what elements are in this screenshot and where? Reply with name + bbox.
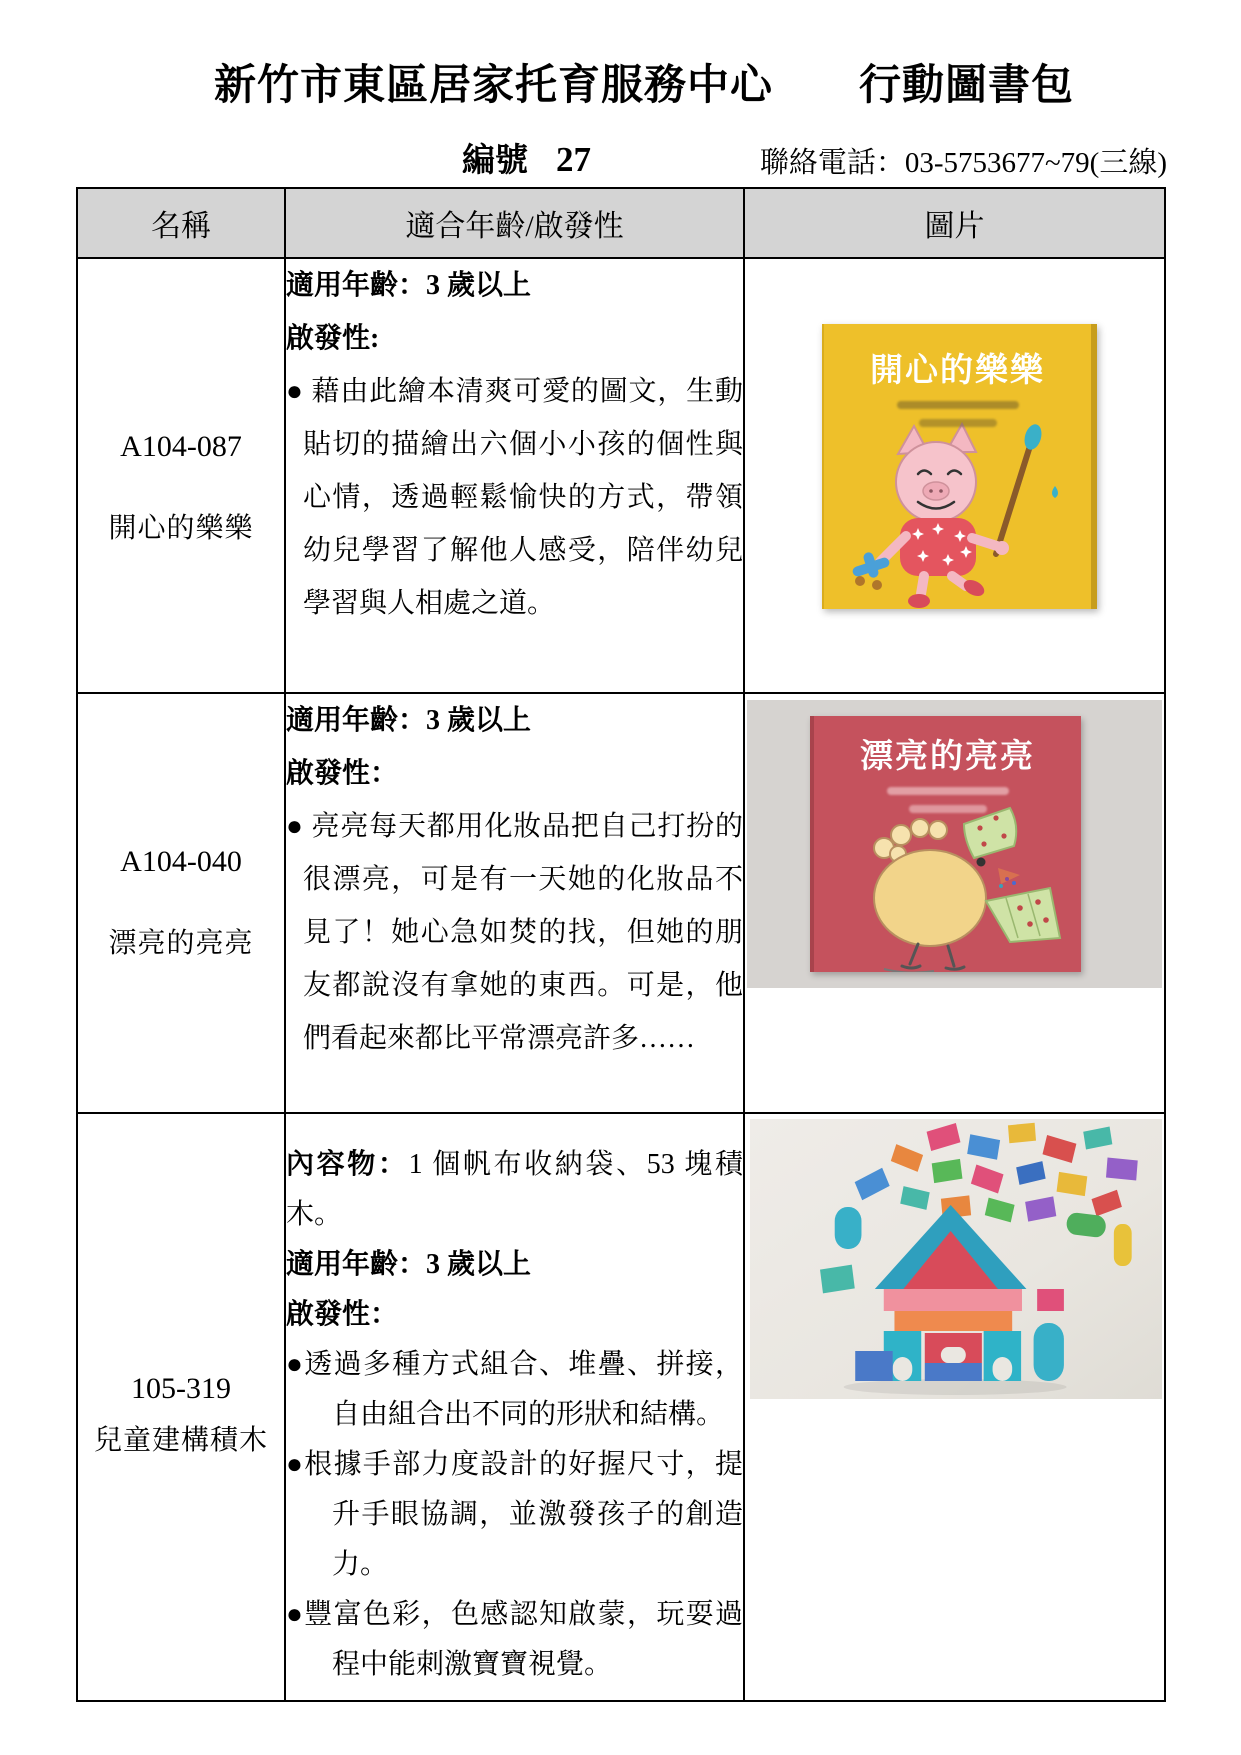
item-name: 兒童建構積木 — [93, 1425, 268, 1456]
document-title: 新竹市東區居家托育服務中心 行動圖書包 — [214, 63, 1075, 109]
inspiration-label: 啟發性： — [286, 1299, 399, 1330]
bullet-item: ●豐富色彩，色感認知啟蒙，玩耍過程中能刺激寶寶視覺。 — [286, 1599, 743, 1680]
book-cover-pretty-liangliang — [810, 716, 1081, 972]
item-description-cell — [285, 258, 744, 693]
serial-number — [462, 134, 591, 181]
book-byline-bar — [887, 787, 1009, 795]
item-code: 105-319 — [131, 1372, 231, 1405]
item-name: 開心的樂樂 — [108, 512, 254, 544]
item-code: A104-040 — [120, 845, 242, 878]
item-name-cell — [77, 1113, 285, 1701]
serial-label: 編號 — [462, 143, 528, 179]
contents-line — [286, 1140, 743, 1240]
item-image-cell — [744, 693, 1165, 1113]
bullet-item: ●透過多種方式組合、堆疊、拼接，自由組合出不同的形狀和結構。 — [286, 1349, 743, 1430]
item-code: A104-087 — [120, 429, 242, 463]
inspiration-label: 啟發性： — [286, 758, 399, 789]
building-blocks-photo — [750, 1119, 1162, 1399]
bullet-item: ● 藉由此繪本清爽可愛的圖文，生動貼切的描繪出六個小小孩的個性與心情，透過輕鬆愉快的方式，帶領幼兒學習了解他人感受，陪伴幼兒學習與人相處之道。 — [286, 376, 743, 619]
book-cover-title: 開心的樂樂 — [870, 353, 1045, 389]
item-description-cell — [285, 693, 744, 1113]
contents-label: 內容物： — [286, 1149, 409, 1180]
contents-value: 1 個帆布收納袋、53 塊積木。 — [286, 1149, 743, 1230]
bullet-item: ●根據手部力度設計的好握尺寸，提升手眼協調，並激發孩子的創造力。 — [286, 1449, 743, 1580]
item-image-cell — [744, 258, 1165, 693]
building-blocks-illustration-icon — [750, 1119, 1162, 1399]
item-description-cell — [285, 1113, 744, 1701]
book-cover-title: 漂亮的亮亮 — [860, 739, 1035, 775]
column-header-image: 圖片 — [744, 188, 1165, 258]
item-name-cell — [77, 258, 285, 693]
book-byline-bar — [909, 805, 987, 813]
book-byline-bar — [897, 401, 1019, 409]
book-byline-bar — [919, 419, 997, 427]
book-cover-happy-lele — [822, 324, 1097, 609]
table-header-row — [77, 188, 1165, 258]
age-line: 適用年齡：3 歲以上 — [286, 705, 532, 736]
table-row — [77, 258, 1165, 693]
column-header-age-inspiration: 適合年齡/啟發性 — [285, 188, 744, 258]
contact-phone: 聯絡電話：03-5753677~79(三線) — [759, 147, 1167, 179]
item-image-cell — [744, 1113, 1165, 1701]
catalog-table — [76, 187, 1166, 1702]
age-line: 適用年齡：3 歲以上 — [286, 1249, 532, 1280]
item-name: 漂亮的亮亮 — [108, 928, 254, 959]
bullet-item: ● 亮亮每天都用化妝品把自己打扮的很漂亮，可是有一天她的化妝品不見了！她心急如焚的找，但她的朋友都說沒有拿她的東西。可是，他們看起來都比平常漂亮許多…… — [286, 811, 743, 1054]
serial-value: 27 — [556, 140, 591, 179]
item-name-cell — [77, 693, 285, 1113]
table-row — [77, 693, 1165, 1113]
inspiration-label: 啟發性: — [286, 323, 380, 354]
age-line: 適用年齡：3 歲以上 — [286, 270, 532, 301]
table-row — [77, 1113, 1165, 1701]
book-photo-background — [747, 700, 1162, 988]
column-header-name: 名稱 — [77, 188, 285, 258]
